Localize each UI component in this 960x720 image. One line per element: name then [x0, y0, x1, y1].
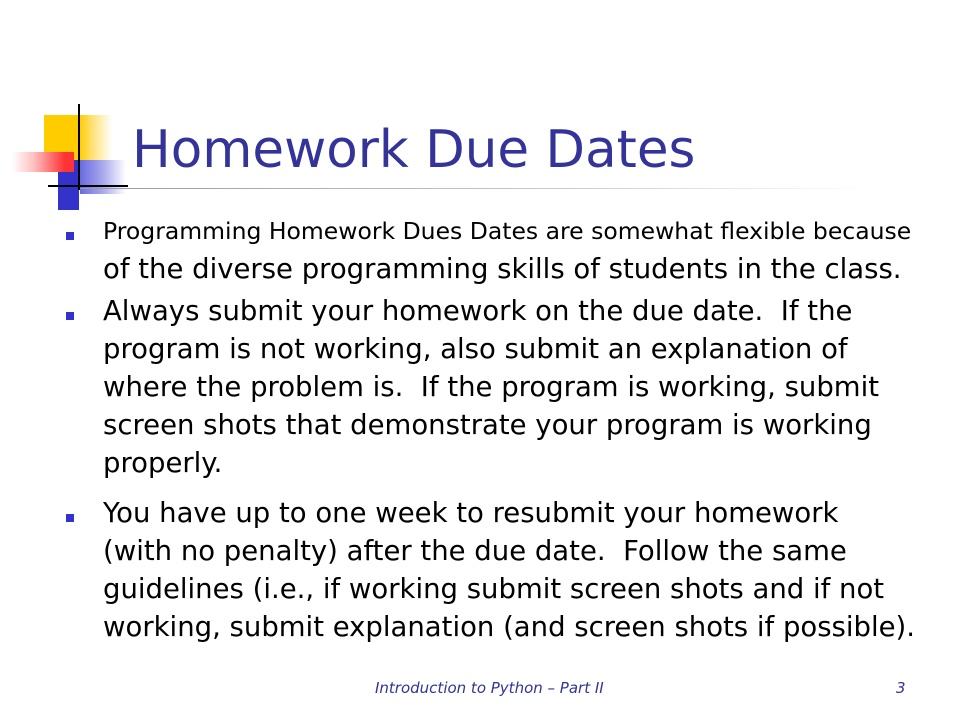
bullet-line: of the diverse programming skills of students in the class.: [103, 253, 902, 285]
bullet-text: [103, 494, 915, 646]
bullet-line: You have up to one week to resubmit your homework: [103, 497, 839, 529]
logo-red-bar: [12, 152, 74, 172]
bullet-square-icon: [66, 312, 74, 320]
bullet-square-icon: [66, 514, 74, 522]
logo-horizontal-line: [48, 185, 128, 187]
bullet-line: (with no penalty) after the due date. Follow the same: [103, 535, 847, 567]
bullet-line: Programming Homework Dues Dates are somewhat flexible because: [103, 217, 912, 245]
slide-title: Homework Due Dates: [132, 120, 696, 180]
bullet-line: guidelines (i.e., if working submit screen shots and if not: [103, 573, 885, 605]
slide-page-number: 3: [896, 679, 906, 697]
bullet-text: [103, 216, 911, 288]
bullet-line: program is not working, also submit an explanation of: [103, 333, 848, 365]
bullet-text: [103, 292, 879, 482]
title-underline-rule: [80, 188, 870, 189]
bullet-line: where the problem is. If the program is working, submit: [103, 371, 880, 403]
bullet-line: screen shots that demonstrate your program is working: [103, 409, 872, 441]
bullet-square-icon: [66, 232, 74, 240]
bullet-line: working, submit explanation (and screen shots if possible).: [103, 611, 916, 643]
logo-vertical-line: [78, 104, 80, 190]
bullet-line: properly.: [103, 447, 223, 479]
bullet-line: Always submit your homework on the due date. If the: [103, 295, 853, 327]
slide-footer-text: Introduction to Python – Part II: [375, 679, 604, 697]
